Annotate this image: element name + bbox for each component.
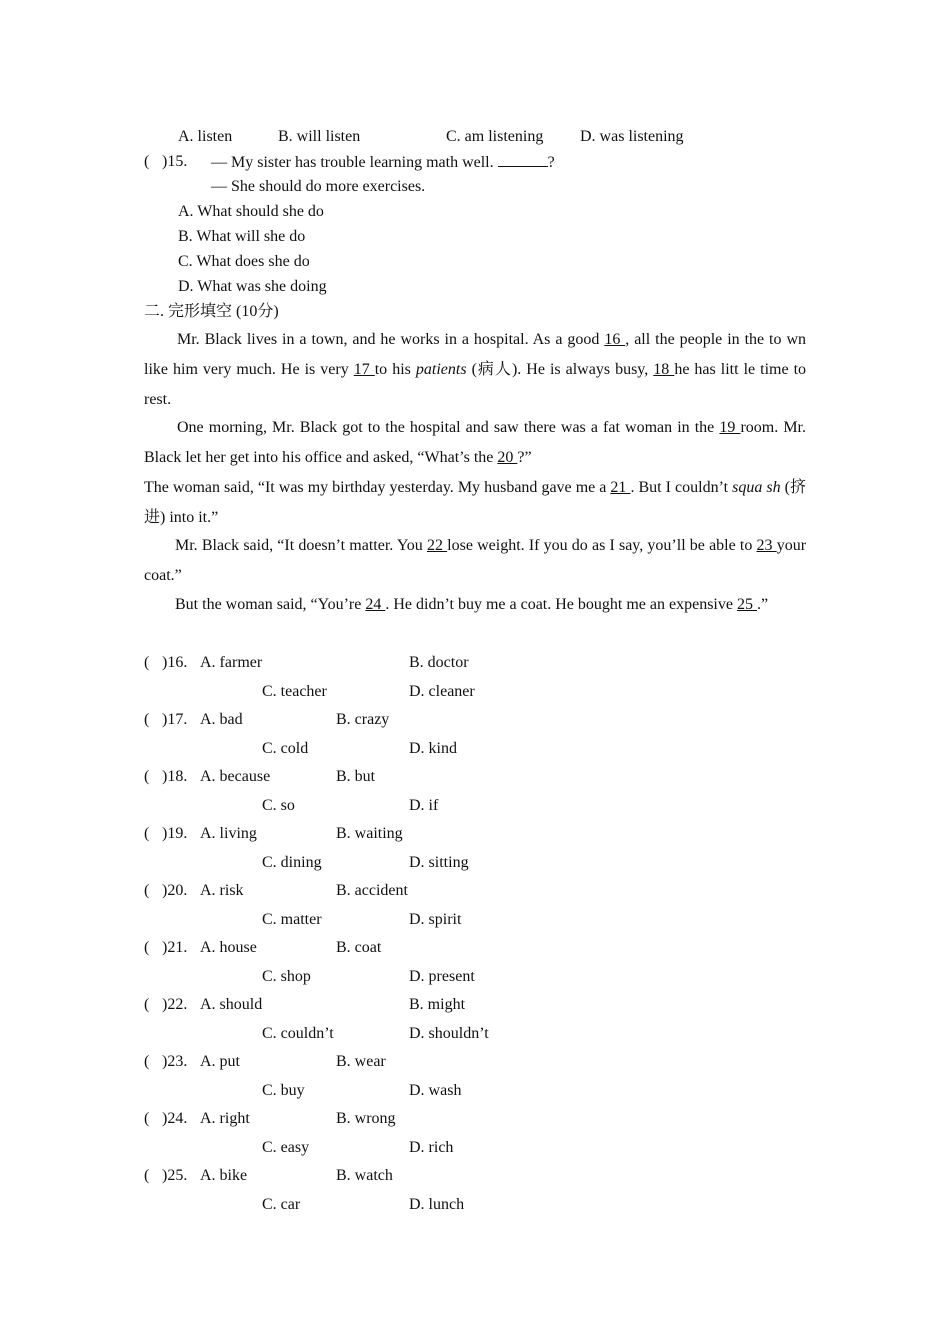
option-d: D. present (409, 968, 475, 985)
section2-title: 二. 完形填空 (10分) (144, 303, 279, 320)
q15-question-text: — My sister has trouble learning math well. (211, 154, 494, 171)
question-number: )25. (162, 1167, 188, 1184)
q15-line1 (211, 152, 555, 173)
option-a: A. living (200, 825, 257, 842)
passage-paragraph-2 (144, 413, 806, 473)
option-d: D. kind (409, 740, 457, 757)
q15-option-b: B. What will she do (178, 228, 306, 245)
text: Mr. Black said, “It doesn’t matter. You (175, 537, 427, 554)
option-d: D. sitting (409, 854, 469, 871)
option-b: B. doctor (409, 654, 469, 671)
q14-option-c: C. am listening (446, 128, 544, 145)
passage-paragraph-3 (144, 473, 806, 533)
q15-option-d: D. What was she doing (178, 278, 327, 295)
option-c: C. so (262, 797, 295, 814)
question-number: )22. (162, 996, 188, 1013)
option-b: B. wear (336, 1053, 386, 1070)
option-b: B. coat (336, 939, 382, 956)
word-patients: patients (415, 361, 467, 378)
blank-25: 25 (736, 596, 757, 613)
option-b: B. accident (336, 882, 408, 899)
option-a: A. put (200, 1053, 240, 1070)
text: , all the people in the to wn like him very much. He is very (144, 331, 806, 378)
question-paren: ( (144, 996, 150, 1013)
question-number: )24. (162, 1110, 188, 1127)
option-c: C. matter (262, 911, 322, 928)
question-number: )19. (162, 825, 188, 842)
question-paren: ( (144, 711, 150, 728)
option-b: B. but (336, 768, 376, 785)
option-d: D. lunch (409, 1196, 465, 1213)
blank-21: 21 (610, 479, 631, 496)
question-paren: ( (144, 768, 150, 785)
text: room. Mr. Black let her get into his office and asked, “What’s the (144, 419, 807, 466)
option-c: C. teacher (262, 683, 327, 700)
text: Mr. Black lives in a town, and he works in a hospital. As a good (177, 331, 605, 348)
option-d: D. rich (409, 1139, 454, 1156)
option-b: B. might (409, 996, 466, 1013)
text: But the woman said, “You’re (175, 596, 366, 613)
option-b: B. wrong (336, 1110, 396, 1127)
blank-24: 24 (365, 596, 386, 613)
q14-option-b: B. will listen (278, 128, 361, 145)
option-a: A. house (200, 939, 257, 956)
blank-17: 17 (353, 361, 375, 378)
option-d: D. cleaner (409, 683, 475, 700)
text: The woman said, “It was my birthday yesterday. My husband gave me a (144, 479, 611, 496)
question-paren: ( (144, 939, 150, 956)
option-d: D. wash (409, 1082, 462, 1099)
text: lose weight. If you do as I say, you’ll be able to (447, 537, 757, 554)
word-squash: squa sh (732, 479, 781, 496)
option-c: C. shop (262, 968, 311, 985)
text: .” (756, 596, 769, 613)
option-a: A. bad (200, 711, 243, 728)
q15-number: )15. (162, 153, 188, 170)
option-c: C. car (262, 1196, 301, 1213)
question-number: )18. (162, 768, 188, 785)
blank-18: 18 (653, 361, 675, 378)
blank-22: 22 (426, 537, 448, 554)
question-number: )17. (162, 711, 188, 728)
question-paren: ( (144, 1110, 150, 1127)
blank-16: 16 (604, 331, 626, 348)
question-paren: ( (144, 1167, 150, 1184)
option-a: A. because (200, 768, 271, 785)
option-c: C. cold (262, 740, 309, 757)
blank-20: 20 (497, 449, 518, 466)
question-paren: ( (144, 1053, 150, 1070)
option-b: B. crazy (336, 711, 390, 728)
option-a: A. farmer (200, 654, 263, 671)
q15-question-mark: ? (547, 154, 555, 171)
option-a: A. should (200, 996, 263, 1013)
text: your coat.” (144, 537, 807, 584)
text: ?” (517, 449, 532, 466)
q15-answer-blank (498, 152, 548, 167)
passage-paragraph-5 (144, 590, 806, 620)
blank-23: 23 (756, 537, 777, 554)
question-paren: ( (144, 825, 150, 842)
q14-option-d: D. was listening (580, 128, 684, 145)
text: (挤进) into it.” (144, 479, 806, 526)
option-c: C. buy (262, 1082, 305, 1099)
text: to his (374, 361, 416, 378)
passage-paragraph-4 (144, 531, 806, 591)
question-number: )16. (162, 654, 188, 671)
question-number: )23. (162, 1053, 188, 1070)
text: . But I couldn’t (630, 479, 733, 496)
q14-option-a: A. listen (178, 128, 233, 145)
option-a: A. right (200, 1110, 250, 1127)
question-paren: ( (144, 882, 150, 899)
text: (病人). He is always busy, (466, 361, 654, 378)
passage-paragraph-1 (144, 325, 806, 415)
option-d: D. shouldn’t (409, 1025, 489, 1042)
option-d: D. if (409, 797, 439, 814)
text: . He didn’t buy me a coat. He bought me an expensive (385, 596, 737, 613)
text: One morning, Mr. Black got to the hospital and saw there was a fat woman in the (177, 419, 720, 436)
question-number: )20. (162, 882, 188, 899)
q15-line2: — She should do more exercises. (211, 178, 426, 195)
option-a: A. bike (200, 1167, 248, 1184)
option-a: A. risk (200, 882, 244, 899)
q15-option-a: A. What should she do (178, 203, 324, 220)
text: he has litt le time to rest. (144, 361, 807, 408)
option-d: D. spirit (409, 911, 462, 928)
option-c: C. dining (262, 854, 322, 871)
option-b: B. waiting (336, 825, 403, 842)
question-paren: ( (144, 654, 150, 671)
blank-19: 19 (719, 419, 741, 436)
question-number: )21. (162, 939, 188, 956)
option-b: B. watch (336, 1167, 393, 1184)
q15-option-c: C. What does she do (178, 253, 310, 270)
q15-paren: ( (144, 153, 150, 170)
option-c: C. couldn’t (262, 1025, 334, 1042)
option-c: C. easy (262, 1139, 310, 1156)
